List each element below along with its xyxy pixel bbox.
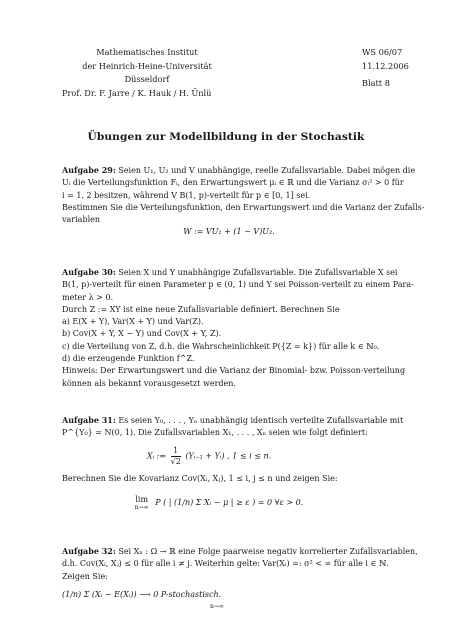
task-30 [62,266,414,390]
task-31-label: Aufgabe 31: [62,415,116,425]
semester: WS 06/07 [362,47,403,57]
task-30-item-d: d) die erzeugende Funktion f^Z. [62,354,195,364]
task-29-line-1: Seien U₁, U₂ und V unabhängige, reelle Zufallsvariable. Dabei mögen die [118,166,416,175]
task-30-line-4: Durch Z := XY ist eine neue Zufallsvariable definiert. Berechnen Sie [62,304,340,314]
task-31-lhs: Xᵢ := [146,451,167,461]
task-29-line-2: Uᵢ die Verteilungsfunktion Fᵢ, den Erwartungswert μᵢ ∈ ℝ und die Varianz σᵢ² > 0 für [62,178,404,188]
task-30-label: Aufgabe 30: [62,267,116,277]
sheet-number: Blatt 8 [362,78,390,88]
task-30-hint-1: Hinweis: Der Erwartungswert und die Varianz der Binomial- bzw. Poisson-verteilung [62,366,406,376]
task-31-fraction-num: 1 [171,446,181,457]
lecturers: Prof. Dr. F. Jarre / K. Hauk / H. Ünlü [62,87,212,98]
task-31-limit-formula [42,495,396,521]
task-31-fraction-den: √2 [170,456,181,466]
task-31-rhs: (Yᵢ₋₁ + Yᵢ) , 1 ≤ i ≤ n. [185,451,272,461]
task-32 [62,545,418,611]
task-32-formula-sub: n→∞ [210,602,224,610]
institute-name: Mathematisches Institut [96,47,198,57]
task-29-label: Aufgabe 29: [62,165,116,175]
task-29-line-3: i = 1, 2 besitzen, während V B(1, p)-verteilt für p ∈ [0, 1] sei. [62,190,311,200]
date: 11.12.2006 [362,60,409,71]
task-32-formula-row [62,589,396,611]
task-30-line-3: meter λ > 0. [62,292,114,302]
task-29 [62,164,425,239]
task-29-line-4: Bestimmen Sie die Verteilungsfunktion, den Erwartungswert und die Varianz der Zufalls- [62,202,425,212]
task-31-covariance-line: Berechnen Sie die Kovarianz Cov(Xᵢ, Xⱼ), 1 ≤ i, j ≤ n und zeigen Sie: [62,473,338,483]
task-32-label: Aufgabe 32: [62,546,116,556]
task-31-definition [22,446,396,467]
task-30-line-1: Seien X und Y unabhängige Zufallsvariable. Die Zufallsvariable X sei [118,268,398,277]
task-30-line-2: B(1, p)-verteilt für einen Parameter p ∈ (0, 1) und Y sei Poisson-verteilt zu einem Para- [62,280,414,290]
sheet-info [362,46,432,91]
task-30-item-a: a) E(X + Y), Var(X + Y) und Var(Z). [62,317,204,327]
city-name: Düsseldorf [124,74,170,84]
task-31-limit [135,495,149,511]
university-name: der Heinrich-Heine-Universität [82,60,212,71]
task-30-hint-2: können als bekannt vorausgesetzt werden. [62,378,236,388]
institution-header [62,46,232,100]
task-30-item-b: b) Cov(X + Y, X − Y) und Cov(X + Y, Z). [62,329,222,339]
task-31-line-1: Es seien Y₀, . . . , Yₙ unabhängig identisch verteilte Zufallsvariable mit [118,416,404,425]
task-31-line-2: P^{Y₀} = N(0, 1). Die Zufallsvariablen X₁, . . . , Xₙ seien wie folgt definiert: [62,428,368,438]
task-29-line-5: variablen [62,215,101,225]
limit-text: lim [135,494,149,504]
task-32-formula: (1/n) Σ (Xᵢ − E(Xᵢ)) ⟶ 0 P-stochastisch. [62,589,222,599]
task-29-formula: W := VU₁ + (1 − V)U₂. [183,227,275,237]
page-title: Übungen zur Modellbildung in der Stochastik [87,131,365,143]
task-31-limit-body: P ( | (1/n) Σ Xᵢ − μ | ≥ ε ) = 0 ∀ε > 0. [155,497,304,507]
task-32-line-3: Zeigen Sie: [62,571,108,581]
task-30-item-c: c) die Verteilung von Z, d.h. die Wahrscheinlichkeit P({Z = k}) für alle k ∈ ℕ₀. [62,341,380,351]
task-31 [62,414,404,521]
task-31-fraction [171,446,181,467]
limit-subscript: n→∞ [134,503,149,511]
task-32-line-1: Sei Xₙ : Ω → ℝ eine Folge paarweise negativ korrelierter Zufallsvariablen, [118,547,418,556]
task-32-line-2: d.h. Cov(Xᵢ, Xⱼ) ≤ 0 für alle i ≠ j. Weiterhin gelte: Var(Xᵢ) =: σ² < ∞ für alle i ∈ ℕ. [62,559,389,569]
